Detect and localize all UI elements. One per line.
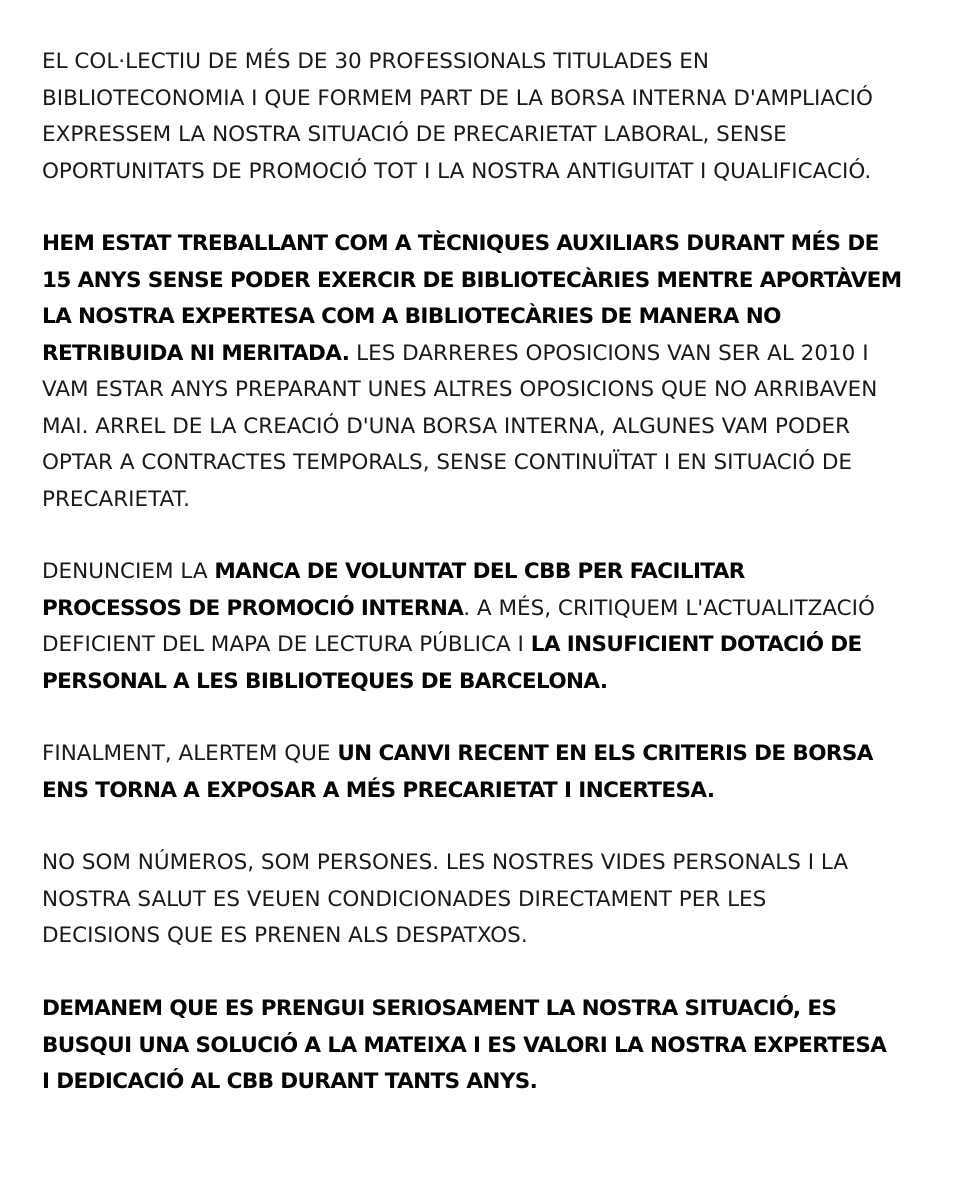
alert-line-2: ENS TORNA A EXPOSAR A MÉS PRECARIETAT I INCERTESA.: [42, 777, 715, 803]
people-line-3: DECISIONS QUE ES PRENEN ALS DESPATXOS.: [42, 923, 528, 948]
experience-line-7: OPTAR A CONTRACTES TEMPORALS, SENSE CONTINUÏTAT I EN SITUACIÓ DE: [42, 450, 852, 475]
experience-line-8: PRECARIETAT.: [42, 486, 190, 512]
alert-line-1: [42, 736, 922, 773]
experience-line-4-bold: RETRIBUIDA NI MERITADA.: [42, 340, 350, 366]
intro-line-1: EL COL·LECTIU DE MÉS DE 30 PROFESSIONALS TITULADES EN: [42, 49, 709, 74]
experience-line-4-rest: LES DARRERES OPOSICIONS VAN SER AL 2010 I: [349, 340, 869, 366]
experience-line-4: [42, 336, 922, 373]
experience-line-1: HEM ESTAT TREBALLANT COM A TÈCNIQUES AUXILIARS DURANT MÉS DE: [42, 231, 879, 256]
demand-paragraph: [42, 991, 922, 1101]
demand-line-1: DEMANEM QUE ES PRENGUI SERIOSAMENT LA NOSTRA SITUACIÓ, ES: [42, 996, 837, 1021]
denounce-line-3-thin: DEFICIENT DEL MAPA DE LECTURA PÚBLICA I: [42, 632, 531, 657]
denounce-line-1: [42, 554, 922, 591]
denounce-line-1-bold: MANCA DE VOLUNTAT DEL CBB PER FACILITAR: [214, 559, 745, 584]
denounce-line-4: PERSONAL A LES BIBLIOTEQUES DE BARCELONA.: [42, 668, 608, 694]
demand-line-3: I DEDICACIÓ AL CBB DURANT TANTS ANYS.: [42, 1069, 538, 1094]
people-paragraph: [42, 845, 922, 955]
intro-line-3: EXPRESSEM LA NOSTRA SITUACIÓ DE PRECARIETAT LABORAL, SENSE: [42, 122, 787, 147]
intro-line-2: BIBLIOTECONOMIA I QUE FORMEM PART DE LA BORSA INTERNA D'AMPLIACIÓ: [42, 85, 873, 111]
denounce-line-3: [42, 627, 922, 664]
experience-line-5: VAM ESTAR ANYS PREPARANT UNES ALTRES OPOSICIONS QUE NO ARRIBAVEN: [42, 377, 878, 402]
denounce-line-2-thin: . A MÉS, CRITIQUEM L'ACTUALITZACIÓ: [463, 595, 875, 621]
experience-paragraph: [42, 226, 922, 518]
denounce-line-2: [42, 591, 922, 628]
intro-line-4: OPORTUNITATS DE PROMOCIÓ TOT I LA NOSTRA ANTIGUITAT I QUALIFICACIÓ.: [42, 158, 872, 184]
alert-line-1-bold: UN CANVI RECENT EN ELS CRITERIS DE BORSA: [337, 741, 873, 766]
experience-line-3: LA NOSTRA EXPERTESA COM A BIBLIOTECÀRIES DE MANERA NO: [42, 304, 781, 329]
denounce-line-1-thin: DENUNCIEM LA: [42, 559, 215, 584]
alert-line-1-thin: FINALMENT, ALERTEM QUE: [42, 741, 338, 766]
denounce-paragraph: [42, 554, 922, 700]
demand-line-2: BUSQUI UNA SOLUCIÓ A LA MATEIXA I ES VALORI LA NOSTRA EXPERTESA: [42, 1032, 887, 1058]
intro-paragraph: [42, 44, 922, 190]
alert-paragraph: [42, 736, 922, 809]
experience-line-2: 15 ANYS SENSE PODER EXERCIR DE BIBLIOTECÀRIES MENTRE APORTÀVEM: [42, 267, 902, 293]
denounce-line-2-bold: PROCESSOS DE PROMOCIÓ INTERNA: [42, 595, 464, 621]
experience-line-6: MAI. ARREL DE LA CREACIÓ D'UNA BORSA INTERNA, ALGUNES VAM PODER: [42, 413, 851, 439]
people-line-1: NO SOM NÚMEROS, SOM PERSONES. LES NOSTRES VIDES PERSONALS I LA: [42, 850, 849, 875]
people-line-2: NOSTRA SALUT ES VEUEN CONDICIONADES DIRECTAMENT PER LES: [42, 886, 767, 912]
denounce-line-3-bold: LA INSUFICIENT DOTACIÓ DE: [530, 632, 862, 657]
